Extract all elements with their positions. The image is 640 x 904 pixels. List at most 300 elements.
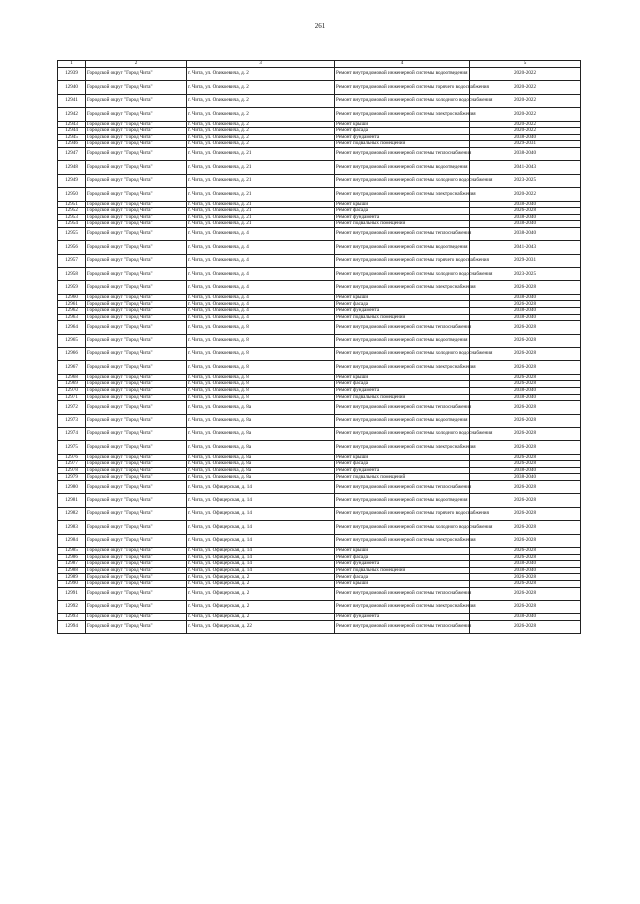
table-row bbox=[58, 281, 581, 294]
municipality-cell: Городской округ "Город Чита" bbox=[86, 567, 187, 574]
work-type-cell: Ремонт внутридомовой инженерной системы теплоснабжения bbox=[335, 147, 470, 160]
address-cell: г. Чита, ул. Офицерская, д. 2 bbox=[187, 587, 335, 600]
row-number-cell: 12966 bbox=[58, 347, 86, 360]
address-cell: г. Чита, ул. Офицерская, д. 14 bbox=[187, 561, 335, 568]
period-cell: 2026-2028 bbox=[470, 361, 581, 374]
municipality-cell: Городской округ "Город Чита" bbox=[86, 147, 187, 160]
row-number-cell: 12973 bbox=[58, 414, 86, 427]
address-cell: г. Чита, ул. Onикоевича, д. 4 bbox=[187, 281, 335, 294]
address-cell: г. Чита, ул. Офицерская, д. 14 bbox=[187, 548, 335, 555]
row-number-cell: 12956 bbox=[58, 241, 86, 254]
work-type-cell: Ремонт фундамента bbox=[335, 214, 470, 221]
work-type-cell: Ремонт внутридомовой инженерной системы электроснабжения bbox=[335, 600, 470, 613]
period-cell: 2026-2028 bbox=[470, 507, 581, 520]
row-number-cell: 12980 bbox=[58, 481, 86, 494]
table-row bbox=[58, 161, 581, 174]
address-cell: г. Чита, ул. Офицерская, д. 14 bbox=[187, 507, 335, 520]
address-cell: г. Чита, ул. Офицерская, д. 14 bbox=[187, 567, 335, 574]
work-type-cell: Ремонт крыши bbox=[335, 548, 470, 555]
column-number: 3 bbox=[187, 61, 335, 68]
address-cell: г. Чита, ул. Onикоевича, д. 4 bbox=[187, 301, 335, 308]
row-number-cell: 12958 bbox=[58, 268, 86, 281]
table-row bbox=[58, 474, 581, 481]
row-number-cell: 12989 bbox=[58, 574, 86, 581]
row-number-cell: 12953 bbox=[58, 214, 86, 221]
table-row bbox=[58, 361, 581, 374]
period-cell: 2020-2022 bbox=[470, 81, 581, 94]
address-cell: г. Чита, ул. Офицерская, д. 2 bbox=[187, 574, 335, 581]
period-cell: 2026-2028 bbox=[470, 427, 581, 440]
period-cell: 2020-2022 bbox=[470, 108, 581, 121]
work-type-cell: Ремонт внутридомовой инженерной системы водоотведения bbox=[335, 161, 470, 174]
address-cell: г. Чита, ул. Onикоевича, д. 21 bbox=[187, 188, 335, 201]
period-cell: 2026-2028 bbox=[470, 587, 581, 600]
row-number-cell: 12952 bbox=[58, 208, 86, 215]
row-number-cell: 12994 bbox=[58, 620, 86, 633]
period-cell: 2026-2028 bbox=[470, 381, 581, 388]
row-number-cell: 12962 bbox=[58, 308, 86, 315]
row-number-cell: 12963 bbox=[58, 314, 86, 321]
table-row bbox=[58, 174, 581, 187]
address-cell: г. Чита, ул. Onикоевича, д. 8а bbox=[187, 427, 335, 440]
municipality-cell: Городской округ "Город Чита" bbox=[86, 494, 187, 507]
table-row bbox=[58, 221, 581, 228]
address-cell: г. Чита, ул. Onикоевича, д. 8 bbox=[187, 334, 335, 347]
column-number: 1 bbox=[58, 61, 86, 68]
row-number-cell: 12983 bbox=[58, 521, 86, 534]
municipality-cell: Городской округ "Город Чита" bbox=[86, 414, 187, 427]
period-cell: 2026-2028 bbox=[470, 548, 581, 555]
address-cell: г. Чита, ул. Onикоевича, д. 21 bbox=[187, 221, 335, 228]
work-type-cell: Ремонт фасада bbox=[335, 574, 470, 581]
municipality-cell: Городской округ "Город Чита" bbox=[86, 374, 187, 381]
municipality-cell: Городской округ "Город Чита" bbox=[86, 221, 187, 228]
work-type-cell: Ремонт внутридомовой инженерной системы теплоснабжения bbox=[335, 587, 470, 600]
table-row bbox=[58, 81, 581, 94]
work-type-cell: Ремонт внутридомовой инженерной системы теплоснабжения bbox=[335, 620, 470, 633]
municipality-cell: Городской округ "Город Чита" bbox=[86, 141, 187, 148]
period-cell: 2029-2031 bbox=[470, 254, 581, 267]
municipality-cell: Городской округ "Город Чита" bbox=[86, 587, 187, 600]
municipality-cell: Городской округ "Город Чита" bbox=[86, 614, 187, 621]
period-cell: 2023-2025 bbox=[470, 268, 581, 281]
address-cell: г. Чита, ул. Onикоевича, д. 2 bbox=[187, 128, 335, 135]
work-type-cell: Ремонт внутридомовой инженерной системы водоотведения bbox=[335, 414, 470, 427]
table-row bbox=[58, 314, 581, 321]
period-cell: 2041-2043 bbox=[470, 241, 581, 254]
row-number-cell: 12957 bbox=[58, 254, 86, 267]
work-type-cell: Ремонт внутридомовой инженерной системы теплоснабжения bbox=[335, 321, 470, 334]
table-row bbox=[58, 441, 581, 454]
row-number-cell: 12974 bbox=[58, 427, 86, 440]
row-number-cell: 12967 bbox=[58, 361, 86, 374]
row-number-cell: 12940 bbox=[58, 81, 86, 94]
municipality-cell: Городской округ "Город Чита" bbox=[86, 314, 187, 321]
work-type-cell: Ремонт внутридомовой инженерной системы водоотведения bbox=[335, 68, 470, 81]
work-type-cell: Ремонт внутридомовой инженерной системы водоотведения bbox=[335, 241, 470, 254]
municipality-cell: Городской округ "Город Чита" bbox=[86, 574, 187, 581]
row-number-cell: 12959 bbox=[58, 281, 86, 294]
period-cell: 2038-2040 bbox=[470, 561, 581, 568]
period-cell: 2038-2040 bbox=[470, 221, 581, 228]
address-cell: г. Чита, ул. Офицерская, д. 2 bbox=[187, 600, 335, 613]
table-row bbox=[58, 534, 581, 547]
work-type-cell: Ремонт фундамента bbox=[335, 134, 470, 141]
period-cell: 2026-2028 bbox=[470, 401, 581, 414]
address-cell: г. Чита, ул. Onикоевича, д. 2 bbox=[187, 134, 335, 141]
municipality-cell: Городской округ "Город Чита" bbox=[86, 507, 187, 520]
address-cell: г. Чита, ул. Onикоевича, д. 4 bbox=[187, 241, 335, 254]
table-row bbox=[58, 414, 581, 427]
period-cell: 2026-2028 bbox=[470, 574, 581, 581]
row-number-cell: 12948 bbox=[58, 161, 86, 174]
period-cell: 2038-2040 bbox=[470, 201, 581, 208]
period-cell: 2026-2028 bbox=[470, 461, 581, 468]
row-number-cell: 12941 bbox=[58, 94, 86, 107]
table-row bbox=[58, 427, 581, 440]
table-row bbox=[58, 587, 581, 600]
municipality-cell: Городской округ "Город Чита" bbox=[86, 481, 187, 494]
work-type-cell: Ремонт фундамента bbox=[335, 387, 470, 394]
row-number-cell: 12987 bbox=[58, 561, 86, 568]
table-row bbox=[58, 68, 581, 81]
address-cell: г. Чита, ул. Onикоевича, д. 8а bbox=[187, 467, 335, 474]
column-number: 2 bbox=[86, 61, 187, 68]
address-cell: г. Чита, ул. Onикоевича, д. 21 bbox=[187, 201, 335, 208]
municipality-cell: Городской округ "Город Чита" bbox=[86, 81, 187, 94]
row-number-cell: 12944 bbox=[58, 128, 86, 135]
table-row bbox=[58, 241, 581, 254]
row-number-cell: 12961 bbox=[58, 301, 86, 308]
address-cell: г. Чита, ул. Onикоевича, д. 21 bbox=[187, 161, 335, 174]
work-type-cell: Ремонт внутридомовой инженерной системы теплоснабжения bbox=[335, 227, 470, 240]
period-cell: 2041-2043 bbox=[470, 161, 581, 174]
municipality-cell: Городской округ "Город Чита" bbox=[86, 401, 187, 414]
work-type-cell: Ремонт фасада bbox=[335, 554, 470, 561]
table-row bbox=[58, 227, 581, 240]
work-type-cell: Ремонт фасада bbox=[335, 381, 470, 388]
address-cell: г. Чита, ул. Onикоевича, д. 2 bbox=[187, 68, 335, 81]
row-number-cell: 12954 bbox=[58, 221, 86, 228]
address-cell: г. Чита, ул. Офицерская, д. 2 bbox=[187, 581, 335, 588]
address-cell: г. Чита, ул. Onикоевича, д. 2 bbox=[187, 94, 335, 107]
work-type-cell: Ремонт внутридомовой инженерной системы электроснабжения bbox=[335, 188, 470, 201]
period-cell: 2026-2028 bbox=[470, 441, 581, 454]
municipality-cell: Городской округ "Город Чита" bbox=[86, 521, 187, 534]
table-row bbox=[58, 581, 581, 588]
municipality-cell: Городской округ "Город Чита" bbox=[86, 347, 187, 360]
work-type-cell: Ремонт внутридомовой инженерной системы холодного водоснабжения bbox=[335, 521, 470, 534]
address-cell: г. Чита, ул. Офицерская, д. 14 bbox=[187, 534, 335, 547]
address-cell: г. Чита, ул. Onикоевича, д. 4 bbox=[187, 294, 335, 301]
work-type-cell: Ремонт крыши bbox=[335, 581, 470, 588]
period-cell: 2038-2040 bbox=[470, 394, 581, 401]
address-cell: г. Чита, ул. Onикоевича, д. 4 bbox=[187, 227, 335, 240]
address-cell: г. Чита, ул. Onикоевича, д. 8 bbox=[187, 321, 335, 334]
row-number-cell: 12992 bbox=[58, 600, 86, 613]
work-type-cell: Ремонт подвальных помещений bbox=[335, 394, 470, 401]
work-type-cell: Ремонт подвальных помещений bbox=[335, 221, 470, 228]
table-row bbox=[58, 394, 581, 401]
municipality-cell: Городской округ "Город Чита" bbox=[86, 308, 187, 315]
period-cell: 2038-2040 bbox=[470, 147, 581, 160]
period-cell: 2038-2040 bbox=[470, 134, 581, 141]
period-cell: 2038-2040 bbox=[470, 474, 581, 481]
work-type-cell: Ремонт крыши bbox=[335, 121, 470, 128]
table-row bbox=[58, 141, 581, 148]
address-cell: г. Чита, ул. Onикоевича, д. 8 bbox=[187, 381, 335, 388]
period-cell: 2026-2028 bbox=[470, 620, 581, 633]
municipality-cell: Городской округ "Город Чита" bbox=[86, 321, 187, 334]
municipality-cell: Городской округ "Город Чита" bbox=[86, 68, 187, 81]
address-cell: г. Чита, ул. Onикоевича, д. 4 bbox=[187, 268, 335, 281]
address-cell: г. Чита, ул. Onикоевича, д. 8 bbox=[187, 347, 335, 360]
municipality-cell: Городской округ "Город Чита" bbox=[86, 268, 187, 281]
work-type-cell: Ремонт внутридомовой инженерной системы холодного водоснабжения bbox=[335, 174, 470, 187]
row-number-cell: 12943 bbox=[58, 121, 86, 128]
table-row bbox=[58, 147, 581, 160]
period-cell: 2038-2040 bbox=[470, 294, 581, 301]
address-cell: г. Чита, ул. Onикоевича, д. 8а bbox=[187, 461, 335, 468]
work-type-cell: Ремонт фасада bbox=[335, 461, 470, 468]
address-cell: г. Чита, ул. Onикоевича, д. 4 bbox=[187, 254, 335, 267]
row-number-cell: 12964 bbox=[58, 321, 86, 334]
address-cell: г. Чита, ул. Onикоевича, д. 21 bbox=[187, 147, 335, 160]
table-row bbox=[58, 347, 581, 360]
work-type-cell: Ремонт подвальных помещений bbox=[335, 567, 470, 574]
period-cell: 2020-2022 bbox=[470, 94, 581, 107]
work-type-cell: Ремонт внутридомовой инженерной системы теплоснабжения bbox=[335, 481, 470, 494]
row-number-cell: 12978 bbox=[58, 467, 86, 474]
period-cell: 2029-2031 bbox=[470, 141, 581, 148]
municipality-cell: Городской округ "Город Чита" bbox=[86, 454, 187, 461]
municipality-cell: Городской округ "Город Чита" bbox=[86, 108, 187, 121]
work-type-cell: Ремонт фасада bbox=[335, 128, 470, 135]
work-type-cell: Ремонт внутридомовой инженерной системы горячего водоснабжения bbox=[335, 81, 470, 94]
period-cell: 2023-2025 bbox=[470, 174, 581, 187]
work-type-cell: Ремонт крыши bbox=[335, 454, 470, 461]
period-cell: 2026-2028 bbox=[470, 600, 581, 613]
row-number-cell: 12991 bbox=[58, 587, 86, 600]
period-cell: 2020-2022 bbox=[470, 68, 581, 81]
table-row bbox=[58, 294, 581, 301]
municipality-cell: Городской округ "Город Чита" bbox=[86, 201, 187, 208]
period-cell: 2026-2028 bbox=[470, 374, 581, 381]
table-row bbox=[58, 334, 581, 347]
address-cell: г. Чита, ул. Onикоевича, д. 8а bbox=[187, 441, 335, 454]
table-row bbox=[58, 521, 581, 534]
table-row bbox=[58, 600, 581, 613]
period-cell: 2026-2028 bbox=[470, 208, 581, 215]
work-type-cell: Ремонт внутридомовой инженерной системы холодного водоснабжения bbox=[335, 427, 470, 440]
work-type-cell: Ремонт внутридомовой инженерной системы теплоснабжения bbox=[335, 401, 470, 414]
period-cell: 2038-2040 bbox=[470, 567, 581, 574]
municipality-cell: Городской округ "Город Чита" bbox=[86, 241, 187, 254]
address-cell: г. Чита, ул. Офицерская, д. 14 bbox=[187, 521, 335, 534]
municipality-cell: Городской округ "Город Чита" bbox=[86, 561, 187, 568]
address-cell: г. Чита, ул. Onикоевича, д. 21 bbox=[187, 208, 335, 215]
period-cell: 2026-2028 bbox=[470, 534, 581, 547]
repair-schedule-table bbox=[57, 60, 581, 634]
period-cell: 2038-2040 bbox=[470, 614, 581, 621]
work-type-cell: Ремонт внутридомовой инженерной системы холодного водоснабжения bbox=[335, 268, 470, 281]
row-number-cell: 12946 bbox=[58, 141, 86, 148]
period-cell: 2026-2028 bbox=[470, 301, 581, 308]
municipality-cell: Городской округ "Город Чита" bbox=[86, 474, 187, 481]
municipality-cell: Городской округ "Город Чита" bbox=[86, 128, 187, 135]
municipality-cell: Городской округ "Город Чита" bbox=[86, 121, 187, 128]
row-number-cell: 12981 bbox=[58, 494, 86, 507]
work-type-cell: Ремонт внутридомовой инженерной системы электроснабжения bbox=[335, 108, 470, 121]
address-cell: г. Чита, ул. Офицерская, д. 2 bbox=[187, 614, 335, 621]
period-cell: 2026-2028 bbox=[470, 494, 581, 507]
municipality-cell: Городской округ "Город Чита" bbox=[86, 600, 187, 613]
address-cell: г. Чита, ул. Onикоевича, д. 8а bbox=[187, 454, 335, 461]
period-cell: 2020-2022 bbox=[470, 128, 581, 135]
municipality-cell: Городской округ "Город Чита" bbox=[86, 174, 187, 187]
address-cell: г. Чита, ул. Офицерская, д. 14 bbox=[187, 554, 335, 561]
municipality-cell: Городской округ "Город Чита" bbox=[86, 394, 187, 401]
table-row bbox=[58, 620, 581, 633]
row-number-cell: 12982 bbox=[58, 507, 86, 520]
row-number-cell: 12988 bbox=[58, 567, 86, 574]
municipality-cell: Городской округ "Город Чита" bbox=[86, 214, 187, 221]
address-cell: г. Чита, ул. Офицерская, д. 14 bbox=[187, 494, 335, 507]
table-row bbox=[58, 494, 581, 507]
address-cell: г. Чита, ул. Onикоевича, д. 8а bbox=[187, 414, 335, 427]
table-row bbox=[58, 481, 581, 494]
work-type-cell: Ремонт внутридомовой инженерной системы электроснабжения bbox=[335, 281, 470, 294]
municipality-cell: Городской округ "Город Чита" bbox=[86, 548, 187, 555]
row-number-cell: 12945 bbox=[58, 134, 86, 141]
work-type-cell: Ремонт фасада bbox=[335, 301, 470, 308]
table-row bbox=[58, 188, 581, 201]
work-type-cell: Ремонт внутридомовой инженерной системы водоотведения bbox=[335, 334, 470, 347]
row-number-cell: 12972 bbox=[58, 401, 86, 414]
work-type-cell: Ремонт внутридомовой инженерной системы электроснабжения bbox=[335, 441, 470, 454]
work-type-cell: Ремонт крыши bbox=[335, 374, 470, 381]
work-type-cell: Ремонт фасада bbox=[335, 208, 470, 215]
address-cell: г. Чита, ул. Onикоевича, д. 8а bbox=[187, 474, 335, 481]
row-number-cell: 12939 bbox=[58, 68, 86, 81]
row-number-cell: 12955 bbox=[58, 227, 86, 240]
municipality-cell: Городской округ "Город Чита" bbox=[86, 554, 187, 561]
table-row bbox=[58, 614, 581, 621]
work-type-cell: Ремонт внутридомовой инженерной системы холодного водоснабжения bbox=[335, 347, 470, 360]
address-cell: г. Чита, ул. Офицерская, д. 14 bbox=[187, 481, 335, 494]
municipality-cell: Городской округ "Город Чита" bbox=[86, 161, 187, 174]
row-number-cell: 12949 bbox=[58, 174, 86, 187]
address-cell: г. Чита, ул. Onикоевича, д. 4 bbox=[187, 308, 335, 315]
period-cell: 2038-2040 bbox=[470, 308, 581, 315]
address-cell: г. Чита, ул. Onикоевича, д. 8а bbox=[187, 401, 335, 414]
column-number: 5 bbox=[470, 61, 581, 68]
row-number-cell: 12986 bbox=[58, 554, 86, 561]
municipality-cell: Городской округ "Город Чита" bbox=[86, 301, 187, 308]
period-cell: 2020-2022 bbox=[470, 121, 581, 128]
row-number-cell: 12990 bbox=[58, 581, 86, 588]
row-number-cell: 12950 bbox=[58, 188, 86, 201]
row-number-cell: 12975 bbox=[58, 441, 86, 454]
row-number-cell: 12979 bbox=[58, 474, 86, 481]
period-cell: 2026-2028 bbox=[470, 521, 581, 534]
municipality-cell: Городской округ "Город Чита" bbox=[86, 534, 187, 547]
period-cell: 2026-2028 bbox=[470, 554, 581, 561]
row-number-cell: 12951 bbox=[58, 201, 86, 208]
table-row bbox=[58, 507, 581, 520]
row-number-cell: 12977 bbox=[58, 461, 86, 468]
municipality-cell: Городской округ "Город Чита" bbox=[86, 361, 187, 374]
address-cell: г. Чита, ул. Onикоевича, д. 8 bbox=[187, 361, 335, 374]
address-cell: г. Чита, ул. Onикоевича, д. 2 bbox=[187, 81, 335, 94]
address-cell: г. Чита, ул. Onикоевича, д. 21 bbox=[187, 214, 335, 221]
period-cell: 2026-2028 bbox=[470, 347, 581, 360]
table-row bbox=[58, 401, 581, 414]
period-cell: 2026-2028 bbox=[470, 481, 581, 494]
address-cell: г. Чита, ул. Onикоевича, д. 2 bbox=[187, 141, 335, 148]
row-number-cell: 12968 bbox=[58, 374, 86, 381]
period-cell: 2026-2028 bbox=[470, 321, 581, 334]
table-row bbox=[58, 108, 581, 121]
row-number-cell: 12976 bbox=[58, 454, 86, 461]
work-type-cell: Ремонт внутридомовой инженерной системы электроснабжения bbox=[335, 534, 470, 547]
period-cell: 2038-2040 bbox=[470, 387, 581, 394]
row-number-cell: 12965 bbox=[58, 334, 86, 347]
row-number-cell: 12970 bbox=[58, 387, 86, 394]
column-number: 4 bbox=[335, 61, 470, 68]
municipality-cell: Городской округ "Город Чита" bbox=[86, 227, 187, 240]
address-cell: г. Чита, ул. Onикоевича, д. 8 bbox=[187, 394, 335, 401]
municipality-cell: Городской округ "Город Чита" bbox=[86, 387, 187, 394]
table-row bbox=[58, 94, 581, 107]
row-number-cell: 12969 bbox=[58, 381, 86, 388]
column-number-row bbox=[58, 61, 581, 68]
work-type-cell: Ремонт внутридомовой инженерной системы холодного водоснабжения bbox=[335, 94, 470, 107]
period-cell: 2038-2040 bbox=[470, 314, 581, 321]
work-type-cell: Ремонт фундамента bbox=[335, 561, 470, 568]
row-number-cell: 12960 bbox=[58, 294, 86, 301]
work-type-cell: Ремонт подвальных помещений bbox=[335, 141, 470, 148]
row-number-cell: 12971 bbox=[58, 394, 86, 401]
address-cell: г. Чита, ул. Onикоевича, д. 2 bbox=[187, 121, 335, 128]
work-type-cell: Ремонт внутридомовой инженерной системы горячего водоснабжения bbox=[335, 507, 470, 520]
address-cell: г. Чита, ул. Onикоевича, д. 4 bbox=[187, 314, 335, 321]
work-type-cell: Ремонт подвальных помещений bbox=[335, 314, 470, 321]
municipality-cell: Городской округ "Город Чита" bbox=[86, 427, 187, 440]
municipality-cell: Городской округ "Город Чита" bbox=[86, 334, 187, 347]
municipality-cell: Городской округ "Город Чита" bbox=[86, 441, 187, 454]
work-type-cell: Ремонт крыши bbox=[335, 201, 470, 208]
address-cell: г. Чита, ул. Офицерская, д. 22 bbox=[187, 620, 335, 633]
address-cell: г. Чита, ул. Onикоевича, д. 8 bbox=[187, 387, 335, 394]
table-row bbox=[58, 254, 581, 267]
period-cell: 2026-2028 bbox=[470, 581, 581, 588]
period-cell: 2026-2028 bbox=[470, 334, 581, 347]
work-type-cell: Ремонт фундамента bbox=[335, 308, 470, 315]
work-type-cell: Ремонт внутридомовой инженерной системы горячего водоснабжения bbox=[335, 254, 470, 267]
work-type-cell: Ремонт подвальных помещений bbox=[335, 474, 470, 481]
period-cell: 2020-2022 bbox=[470, 188, 581, 201]
period-cell: 2026-2028 bbox=[470, 454, 581, 461]
municipality-cell: Городской округ "Город Чита" bbox=[86, 467, 187, 474]
municipality-cell: Городской округ "Город Чита" bbox=[86, 581, 187, 588]
table-row bbox=[58, 567, 581, 574]
period-cell: 2026-2028 bbox=[470, 414, 581, 427]
row-number-cell: 12984 bbox=[58, 534, 86, 547]
work-type-cell: Ремонт внутридомовой инженерной системы электроснабжения bbox=[335, 361, 470, 374]
work-type-cell: Ремонт внутридомовой инженерной системы водоотведения bbox=[335, 494, 470, 507]
row-number-cell: 12947 bbox=[58, 147, 86, 160]
